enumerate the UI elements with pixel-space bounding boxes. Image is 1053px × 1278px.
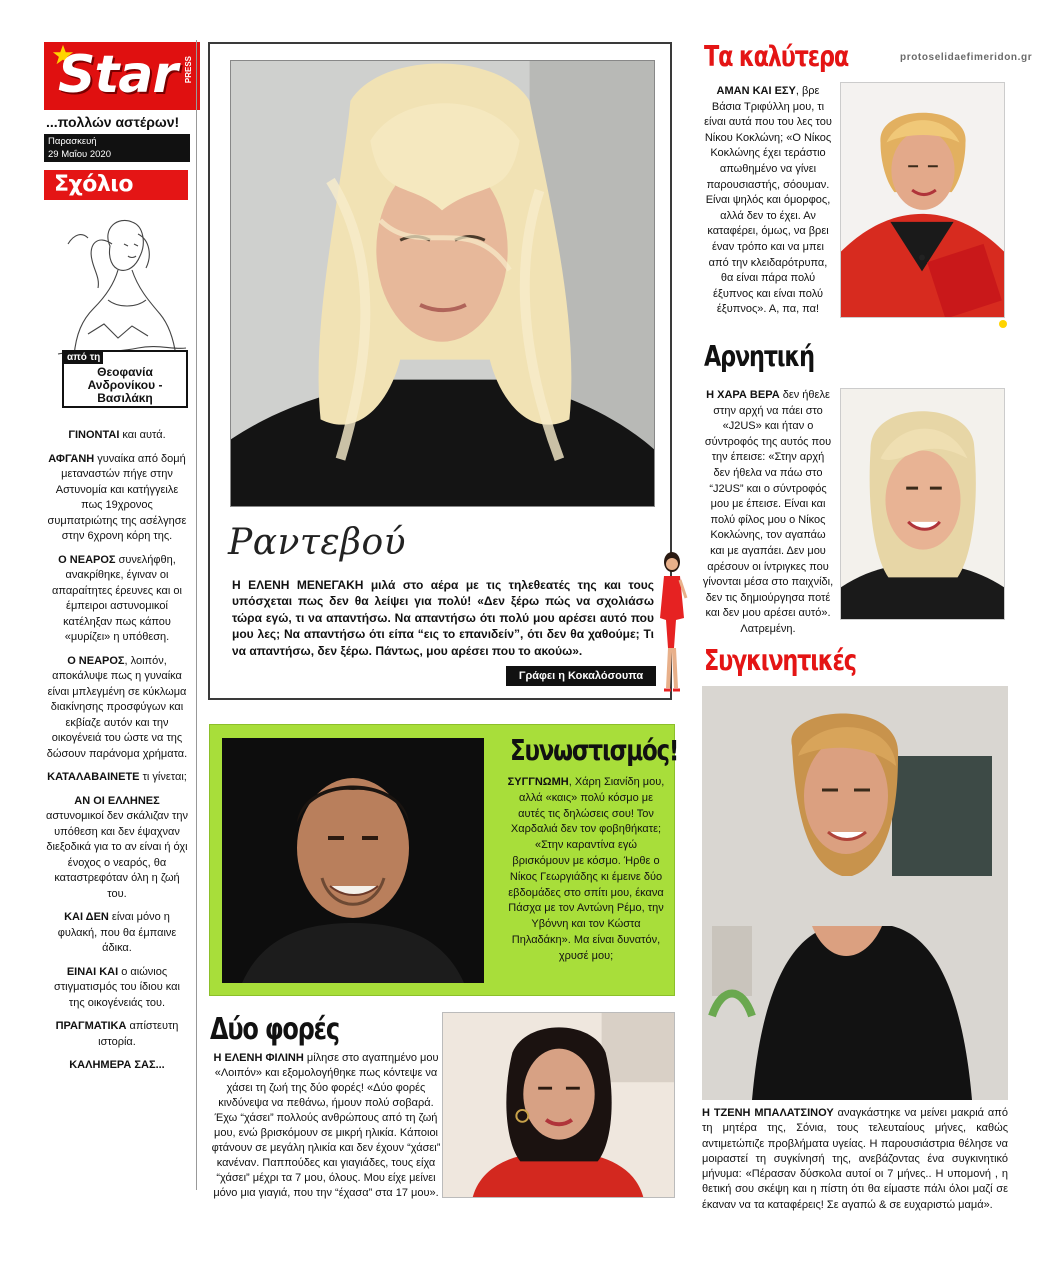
star-press-logo [44,42,200,110]
author-box [62,350,188,408]
comment-paragraph: ΑΦΓΑΝΗ γυναίκα από δομή μεταναστών πήγε στην Αστυνομία και κατήγγειλε πως 19χρονος συμπατριώτης της ασέλγησε στην 6χρονη κόρη της. [47,452,187,542]
comment-paragraph: ΑΝ ΟΙ ΕΛΛΗΝΕΣ αστυνομικοί δεν σκάλιζαν την υπόθεση και δεν έψαχναν διεξοδικά για το αν είναι ή όχι ένοχος ο νεαρός, θα καταστρεφόταν όλη η ζωή του. [46,794,188,900]
arnitiki-title: Αρνητική [704,340,814,373]
logo-press-tag: PRESS [184,56,193,84]
author-prefix: από τη [64,352,103,364]
comment-heading: Σχόλιο [44,170,188,200]
column-divider [196,40,197,1190]
issue-day: Παρασκευή [48,136,97,147]
dyo-fores-title: Δύο φορές [210,1012,339,1047]
sianidis-photo [222,738,484,983]
dyo-fores-text: Η ΕΛΕΝΗ ΦΙΛΙΝΗ μίλησε στο αγαπημένο μου «Λοιπόν» και εξομολογήθηκε πως κόντεψε να χάσει τη ζωή της δύο φορές! «Δύο φορές κινδύνεψα να πεθάνω, ήμουν πολύ σοβαρά. Έχω “χάσει” πολλούς ανθρώπους από τη ζωή μου, ενώ βρισκόμουν σε μικρή ηλικία. Κάποιοι φτάνουν σε μεγάλη ηλικία και δεν έχουν “χάσει” κανέναν. Παππούδες και γιαγιάδες, τους είχα “χάσει” μέχρι τα 7 μου, όλους. Μου είχε μείνει μόνο μια γιαγιά, που την “έχασα” στα 17 μου». [211,1052,441,1199]
comment-paragraph: Ο ΝΕΑΡΟΣ, λοιπόν, αποκάλυψε πως η γυναίκα είναι μπλεγμένη σε κύκλωμα διακίνησης προσφύγων και εκβίαζε αυτόν και την οικογένειά του ώστε να της δώσουν παράνομα χρήματα. [46,654,188,760]
rendezvous-text: Η ΕΛΕΝΗ ΜΕΝΕΓΑΚΗ μιλά στο αέρα με τις τηλεθεατές της και τους υπόσχεται πως δεν θα λείψει για πολύ! «Δεν ξέρω πώς να σχολιάσω τώρα εγώ, τι να απαντήσω. Να απαντήσω ότι πολύ μου αρέσει αυτό που μου λες; Να απαντήσω ότι είπα “εις το επανιδείν”, ότι δεν θα χαθούμε; Τι να απαντήσω, δεν ξέρω. Πάντως, μου αρέσει που το ακούω». [232,578,654,658]
vera-photo [840,388,1005,620]
balatsinou-photo [702,686,1008,1100]
issue-date [44,134,190,162]
synostismos-text: ΣΥΓΓΝΩΜΗ, Χάρη Σιανίδη μου, αλλά «καις» πολύ κόσμο με αυτές τις δηλώσεις σου! Τον Χαρδαλιά δεν τον φοβηθήκατε; «Στην καραντίνα εγώ βρισκόμουν με κόσμο. Ήρθε ο Νίκος Γεωργιάδης κι έμεινε δύο εβδομάδες στο σπίτι μου, έκανα Πάσχα με τον Αντώνη Ρέμο, την Υβόννη και τον Κώστα Πηλαδάκη». Μα είναι δυνατόν, χρυσέ μου; [507,776,665,962]
ta-kalytera-text: ΑΜΑΝ ΚΑΙ ΕΣΥ, βρε Βάσια Τριφύλλη μου, τι είναι αυτά που του λες του Νίκου Κοκλώνη; «Ο Νίκος Κοκλώνης έχει τεράστιο απωθημένο να γίνει παρουσιαστής, σόουμαν. Είναι ψηλός και όμορφος, αλλά δεν το έχει. Αν καταφέρει, όμως, να βρει έναν τρόπο και να μπει από την κλειδαρότρυπα, θα είναι πάρα πολύ έξυπνος και είναι πολύ έξυπνος». Α, πα, πα! [704,85,832,316]
issue-date-text: 29 Μαΐου 2020 [48,149,111,160]
sygkinitikes-title: Συγκινητικές [704,644,856,677]
rendezvous-title: Ραντεβού [228,522,407,563]
decor-dot [999,320,1007,328]
logo-word: Star [58,45,178,105]
filini-photo [442,1012,675,1198]
comment-paragraph: ΚΑΙ ΔΕΝ είναι μόνο η φυλακή, που θα έμπαινε άδικα. [57,911,177,954]
sygkinitikes-text: Η ΤΖΕΝΗ ΜΠΑΛΑΤΣΙΝΟΥ αναγκάστηκε να μείνει μακριά από τη μητέρα της, Σόνια, τους τελευταίους μήνες, καθώς αντιμετώπιζε προβλήματα υγείας. Η παρουσιάστρια θέλησε να μοιραστεί τη συγκίνησή της, ανεβάζοντας ένα συγκινητικό μήνυμα: «Πέρασαν δύσκολα αυτοί οι 7 μήνες.. Η υπομονή , η θετική σου σκέψη και η πίστη ότι θα είμαστε πάλι όλοι μαζί σε έκαναν να τα καταφέρεις! Σε αγαπώ & σε ευχαριστώ μαμά». [702,1107,1008,1211]
comment-paragraph: ΓΙΝΟΝΤΑΙ και αυτά. [68,429,166,441]
comment-paragraph: ΠΡΑΓΜΑΤΙΚΑ απίστευτη ιστορία. [55,1020,179,1048]
trifylli-photo [840,82,1005,318]
author-sketch-illustration [48,204,188,364]
comment-paragraph: Ο ΝΕΑΡΟΣ συνελήφθη, ανακρίθηκε, έγιναν οι απαραίτητες έρευνες και οι έμπειροι αστυνομικοί κατέληξαν πως κάπου «μυρίζει» η υπόθεση. [52,553,182,643]
columnist-figure-illustration [652,548,690,700]
comment-paragraph: ΕΙΝΑΙ ΚΑΙ ο αιώνιος στιγματισμός του ίδιου και της οικογένειάς του. [54,965,180,1009]
meneghaki-photo [230,60,655,507]
arnitiki-text: Η ΧΑΡΑ ΒΕΡΑ δεν ήθελε στην αρχή να πάει στο «J2US» και ήταν ο σύντροφός της αυτός που την έπεισε: «Στην αρχή δεν ήθελα να πάω στο “J2US” και ο σύντροφός μου με έπεισε. Είναι και πολύ φίλος μου ο Νίκος Κοκλώνης, τον αγαπάω και με αγαπάει. Δεν μου αρέσουν οι ίντριγκες που γίνονται μέσα στο παιχνίδι, δεν τις δημιούργησα ποτέ και δεν μου αρέσει αυτό». Λατρεμένη. [702,389,834,635]
site-watermark: protoselidaefimeridon.gr [900,52,1033,63]
author-name: Θεοφανία Ανδρονίκου - Βασιλάκη [87,365,163,405]
comment-column [46,428,188,1082]
slogan: ...πολλών αστέρων! [46,114,180,130]
rendezvous-byline: Γράφει η Κοκαλόσουπα [506,666,656,686]
ta-kalytera-title: Τα καλύτερα [704,40,849,73]
comment-paragraph: ΚΑΛΗΜΕΡΑ ΣΑΣ... [69,1059,165,1071]
synostismos-title: Συνωστισμός! [510,734,679,767]
comment-paragraph: ΚΑΤΑΛΑΒΑΙΝΕΤΕ τι γίνεται; [47,771,187,783]
